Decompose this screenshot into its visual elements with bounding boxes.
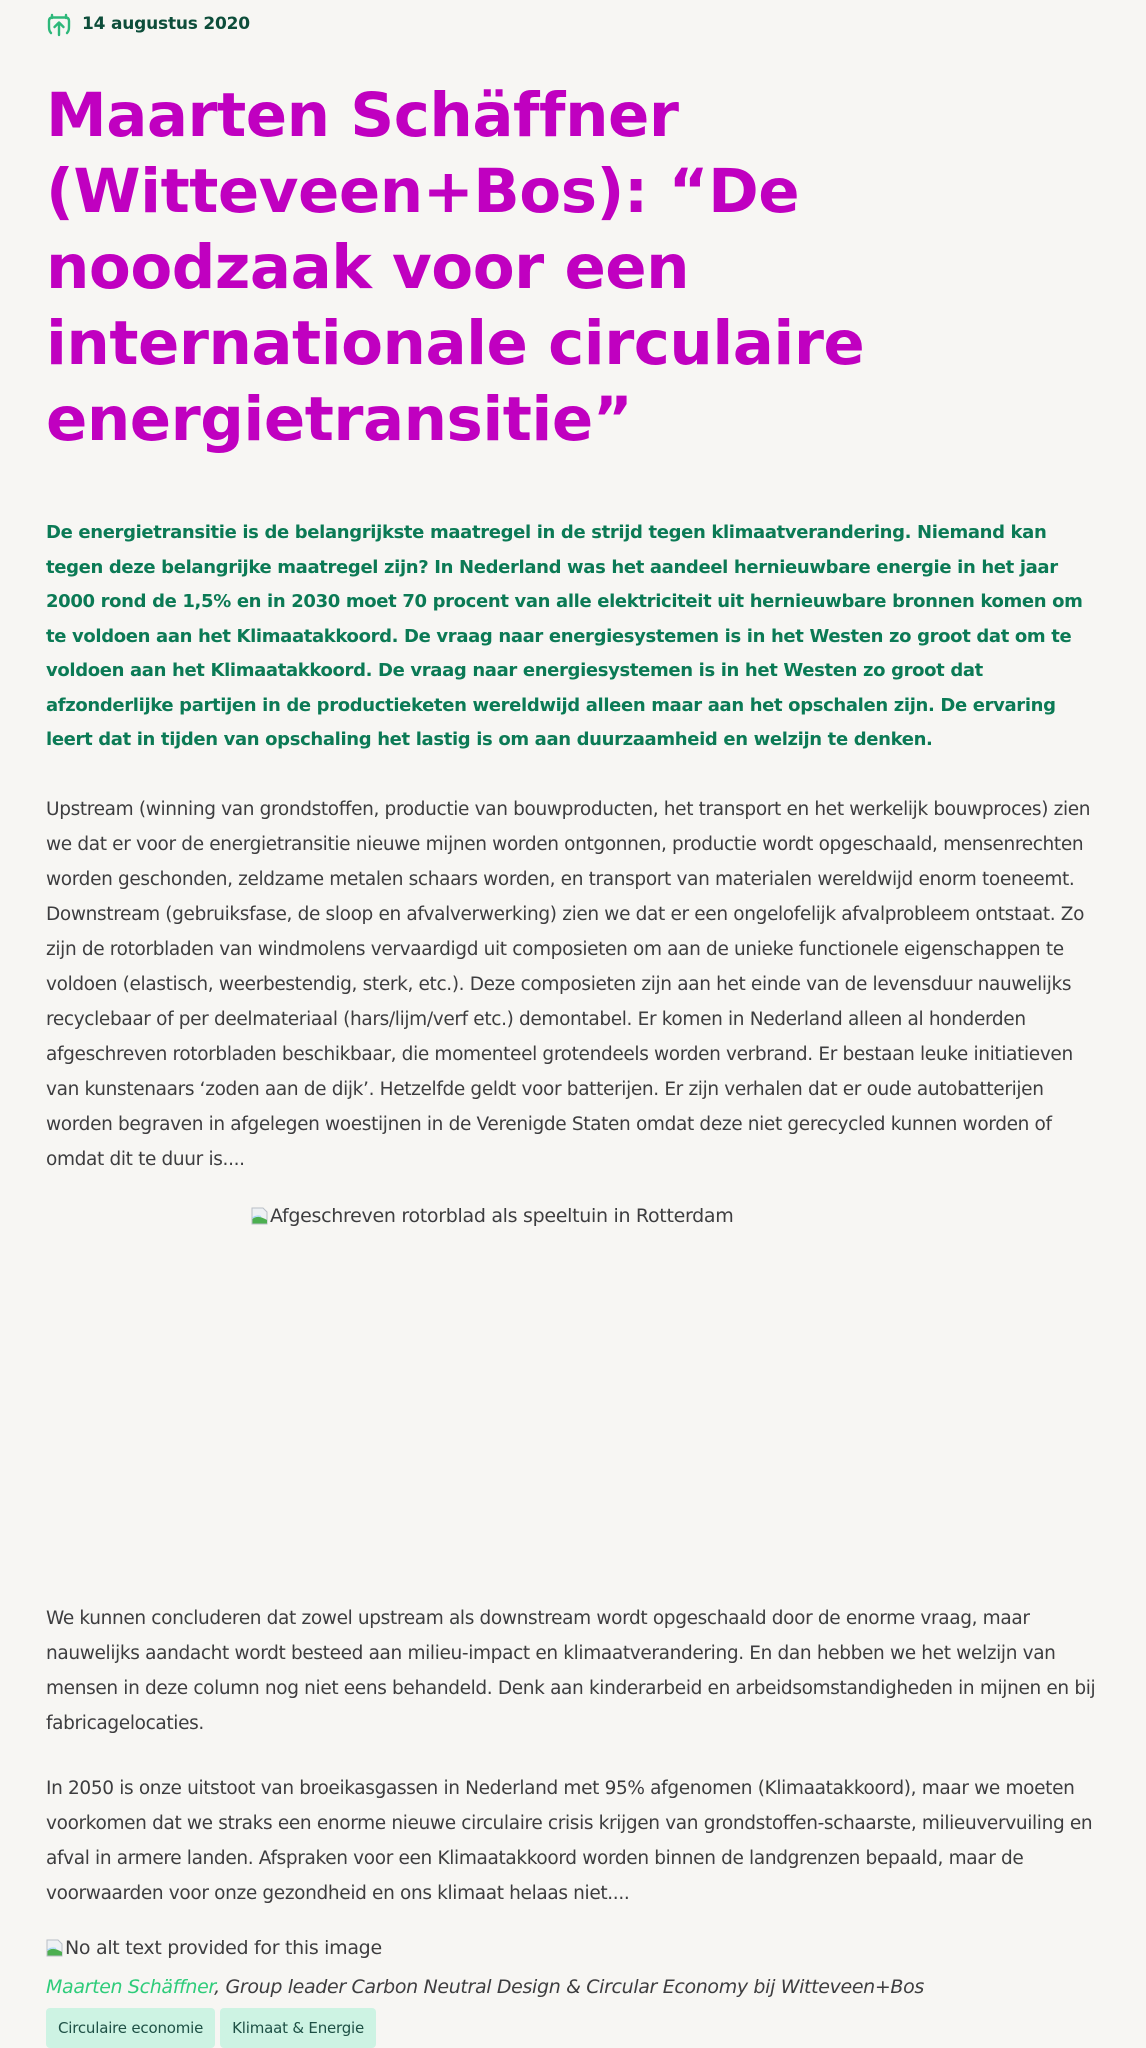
broken-image-icon — [251, 1207, 269, 1225]
rotorblade-image-alt: Afgeschreven rotorblad als speeltuin in Rotterdam — [270, 1204, 734, 1227]
author-byline — [46, 1973, 1100, 2001]
article-figure — [46, 1205, 1100, 1601]
body-paragraph-1: Upstream (winning van grondstoffen, productie van bouwproducten, het transport en het werkelijk bouwproces) zien we dat er voor de energietransitie nieuwe mijnen worden ontgonnen, productie wordt opgeschaald, mensenrechten worden geschonden, zeldzame metalen schaars worden, en transport van materialen wereldwijd enorm toeneemt. Downstream (gebruiksfase, de sloop en afvalverwerking) zien we dat er een ongelofelijk afvalprobleem ontstaat. Zo zijn de rotorbladen van windmolens vervaardigd uit composieten om aan de unieke functionele eigenschappen te voldoen (elastisch, weerbestendig, sterk, etc.). Deze composieten zijn aan het einde van de levensduur nauwelijks recyclebaar of per deelmateriaal (hars/lijm/verf etc.) demontabel. Er komen in Nederland alleen al honderden afgeschreven rotorbladen beschikbaar, die momenteel grotendeels worden verbrand. Er bestaan leuke initiatieven van kunstenaars ‘zoden aan de dijk’. Hetzelfde geldt voor batterijen. Er zijn verhalen dat er oude autobatterijen worden begraven in afgelegen woestijnen in de Verenigde Staten omdat deze niet gerecycled kunnen worden of omdat dit te duur is.... — [46, 798, 1091, 1170]
tag-circulaire-economie[interactable]: Circulaire economie — [46, 2008, 215, 2048]
author-image-placeholder — [46, 1937, 382, 1959]
article-date: 14 augustus 2020 — [82, 14, 250, 34]
rotorblade-image — [251, 1205, 733, 1227]
body-paragraph-3: In 2050 is onze uitstoot van broeikasgassen in Nederland met 95% afgenomen (Klimaatakkoord), maar we moeten voorkomen dat we straks een enorme nieuwe circulaire crisis krijgen van grondstoffen-schaarste, milieuvervuiling en afval in armere landen. Afspraken voor een Klimaatakkoord worden binnen de landgrenzen bepaald, maar de voorwaarden voor onze gezondheid en ons klimaat helaas niet.... — [46, 1777, 1093, 1904]
author-image — [46, 1937, 1100, 1973]
broken-image-icon — [46, 1939, 64, 1957]
article-intro — [46, 516, 1106, 758]
article-title: Maarten Schäffner (Witteveen+Bos): “De noodzaak voor een internationale circulaire energietransitie” — [46, 80, 865, 455]
article-date-row — [46, 0, 1100, 48]
author-name-link[interactable]: Maarten Schäffner — [46, 1975, 215, 1998]
body-paragraph-2: We kunnen concluderen dat zowel upstream als downstream wordt opgeschaald door de enorme vraag, maar nauwelijks aandacht wordt besteed aan milieu-impact en klimaatverandering. En dan hebben we het welzijn van mensen in deze column nog niet eens behandeld. Denk aan kinderarbeid en arbeidsomstandigheden in mijnen en bij fabricagelocaties. — [46, 1607, 1096, 1734]
author-image-alt: No alt text provided for this image — [65, 1936, 382, 1959]
author-role: , Group leader Carbon Neutral Design & Circular Economy bij Witteveen+Bos — [214, 1975, 924, 1998]
tag-klimaat-energie[interactable]: Klimaat & Energie — [220, 2008, 376, 2048]
intro-paragraph: De energietransitie is de belangrijkste maatregel in de strijd tegen klimaatverandering. Niemand kan tegen deze belangrijke maatregel zijn? In Nederland was het aandeel hernieuwbare energie in het jaar 2000 rond de 1,5% en in 2030 moet 70 procent van alle elektriciteit uit hernieuwbare bronnen komen om te voldoen aan het Klimaatakkoord. De vraag naar energiesystemen is in het Westen zo groot dat om te voldoen aan het Klimaatakkoord. De vraag naar energiesystemen is in het Westen zo groot dat afzonderlijke partijen in de productieketen wereldwijd alleen maar aan het opschalen zijn. De ervaring leert dat in tijden van opschaling het lastig is om aan duurzaamheid en welzijn te denken. — [46, 522, 1083, 750]
calendar-upload-icon — [46, 11, 72, 37]
tag-list — [46, 2008, 1100, 2048]
